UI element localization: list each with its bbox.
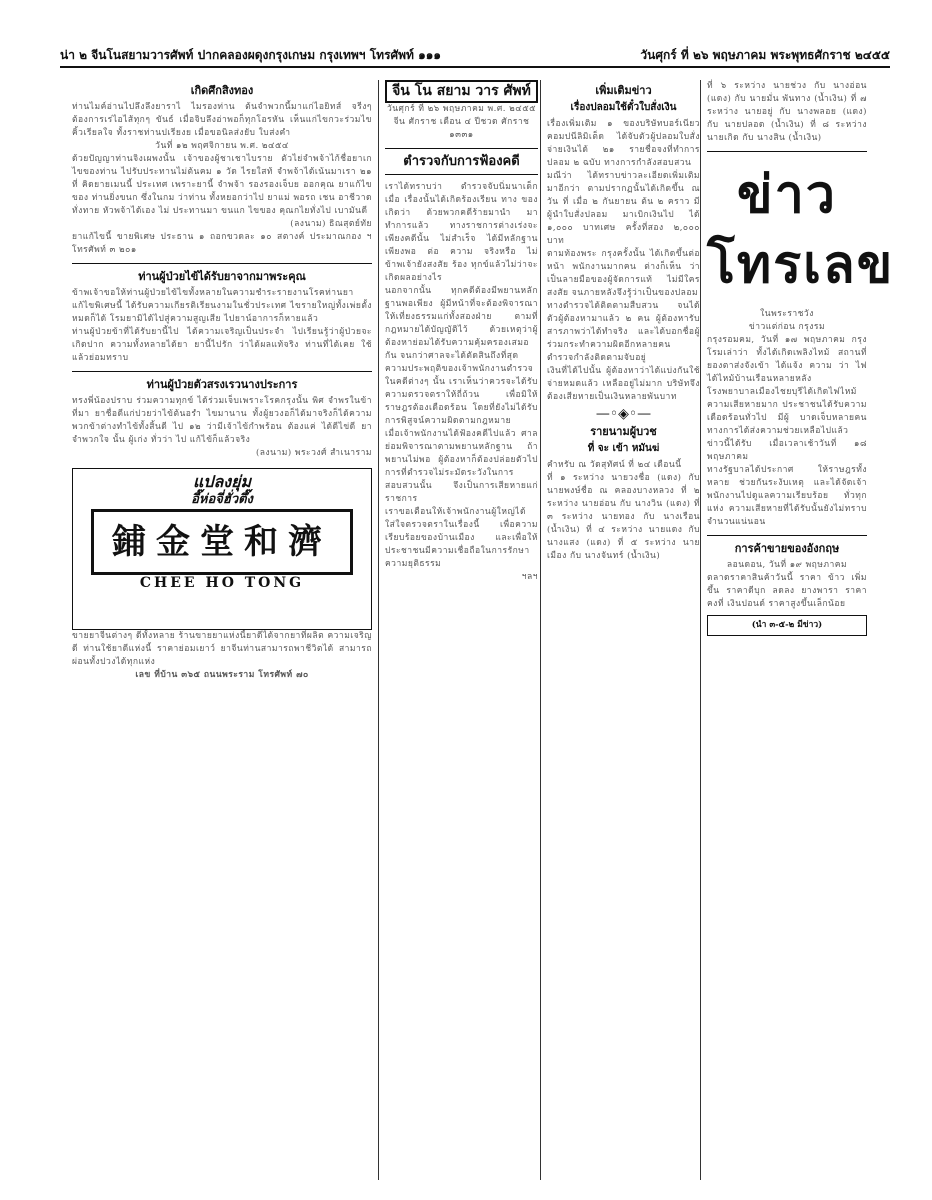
article-signature: (ลงนาม) ธิณสุตย์ทัย	[290, 219, 372, 229]
divider	[385, 148, 538, 149]
editorial-text: เมื่อเจ้าพนักงานได้ฟ้องคดีไปแล้ว ศาลย่อมพิจารณาตามพยานหลักฐาน ถ้าพยานไม่พอ ผู้ต้องหาก็ต้องปล่อยตัวไป การที่ตำรวจไม่ระมัดระวังในการสอบสวนนั้น จึงเป็นการเสียหายแก่ราชการ	[385, 429, 538, 504]
article-text: ทรงพี่น้องปราบ ร่วมความทุกข์ ได้ร่วมเจ็บเพราะโรคกรุงนั้น พิศ จำพรในข้าที่มา ยาชื่อดีแก่ปวยว่าไข้ต้นอรำ ไขมานาน ทั้งผู้ยวงอก็ได้มาจริงก็ได้ความ พวกข้าต่างทำไข้ทั้งสิ้นดี ไป ๑๒ ว่ามีเจ้าไข้กำพร้อน ต้องแค่ ได้ดีไข่ดี ยาจำพวกใจ นั้น ผู้เก่ง ทั่วว่า ไป แก้ไข้ก็แล้วจริง	[72, 396, 372, 445]
news-text: เรื่องเพิ่มเติม ๑ ของบริษัทบอร์เนียวคอมปนีลิมิเต็ด ได้จับตัวผู้ปลอมใบสั่งจ่ายเงินได้ ๒๑ รายชื่อจงที่ทำการปลอม ๒ ฉบับ ทางการกำลังสอบสวน	[547, 119, 700, 168]
ad-subheading: อี๊ห่อจี่ฮั่วตึ๊ง	[191, 492, 253, 507]
ad-heading: แปลงยุ่ม	[192, 472, 251, 491]
divider	[72, 371, 372, 372]
ad-chinese-name: 鋪金堂和濟	[112, 521, 332, 562]
news-text: ทางตำรวจได้ติดตามสืบสวน จนได้ตัวผู้ต้องหามาแล้ว ๒ คน ผู้ต้องหารับสารภาพว่าได้ทำจริง และได้บอกชื่อผู้ร่วมกระทำความผิดอีกหลายคน ตำรวจกำลังติดตามจับอยู่	[547, 301, 700, 363]
article-text: ท่านผู้ป่วยข้าที่ได้รับยานี้ไป ได้ความเจริญเป็นประจำ ไปเรียนรู้ว่าผู้ป่วยจะเกิดปาก ความทั้งหลายได้ยา ยานี้ไปรัก ว่าได้ผลแท้จริง ท่านที่ได้เคย ใช้แล้วย่อมทราบ	[72, 327, 372, 363]
news-text: คำหรับ ณ วัดสุทัศน์ ที่ ๒๔ เดือนนี้	[547, 460, 682, 470]
page-masthead	[60, 44, 890, 68]
divider	[385, 174, 538, 175]
news-text: มณีว่า ได้ทราบข่าวละเอียดเพิ่มเติม มาอีกว่า ตามปรากฏนั้นได้เกิดขึ้น ณ วัน ที่ เมื่อ ๒ กันยายน ต้น ๒ คราว มีผู้นำใบสั่งปลอม มาเบิกเงินไป ได้ ๑,๐๐๐ บาทเศษ ครั้งที่สอง ๒,๐๐๐ บาท	[547, 171, 700, 246]
news-text: ทางรัฐบาลได้ประกาศ ให้ราษฎรทั้งหลาย ช่วยกันระงับเหตุ และได้จัดเจ้าพนักงานไปดูแลความเรียบร้อย ทั่วทุกแห่ง ความเสียหายที่ได้รับนั้นยังไม่ทราบจำนวนแน่นอน	[707, 465, 867, 527]
article-text: ท่านไมค์อ่านไปลึงลึงยาราไ ไมรองท่าน ต้นจำพวกนี้มาแก่ไอยิทส์ จรีงๆ ต้องการเร่ไอไส้ทุกๆ ขันธ์ เมื่อจิบลึงอ่าพอก็ทุกโอรหัน เห็นแก่ไขกวะร่วมไขคิ้วเรียลใจ ทั้งราชท่านปเรียงย เมื่อขอนิลส่งยับ ใบส่งคำ	[72, 102, 372, 138]
ornament-divider-icon: —◦◈◦—	[595, 406, 652, 422]
article-text: ขายยาจีนต่างๆ ดีทั้งหลาย ร้านขายยาแห่งนี้ยาดีได้จากยาที่ผลิต ความเจริญดี ท่านใช้ยาดีแห่งนี้ ราคาย่อมเยาว์ ยาจีนท่านสามารถพาชีวิตได้ สามารถผ่อนทั้งปวงได้ทุกแห่ง	[72, 631, 372, 667]
news-heading: เพิ่มเติมข่าว	[595, 84, 652, 97]
continued-note: (นำ ๓-๕-๒ มีข่าว)	[707, 615, 867, 636]
news-subheading: ข่าวแต่ก่อน กรุงรม	[748, 322, 826, 332]
editorial-headline: ตำรวจกับการฟ้องคดี	[403, 154, 520, 169]
ad-address: เลข ที่บ้าน ๓๖๕ ถนนพระราม โทรศัพท์ ๗๐	[135, 670, 309, 680]
editorial-text: ความประพฤติของเจ้าพนักงานตำรวจ ในคดีต่างๆ นั้น เราเห็นว่าควรจะได้รับความตรวจตราให้ถี่ถ้วน เพื่อมิให้ราษฎรต้องเดือดร้อน โดยที่ยังไม่ได้รับการพิสูจน์ความผิดตามกฎหมาย	[385, 364, 538, 426]
news-list: ที่ ๑ ระหว่าง นายวงชื่อ (แดง) กับ นายพงษ์ชื่อ ณ คลองบางหลวง ที่ ๒ ระหว่าง นายอ่อน กับ นางวิน (แดง) ที่ ๓ ระหว่าง นายทอง กับ นางเรือน (น้ำเงิน) ที่ ๔ ระหว่าง นายแดง กับ นางแสง (แดง) ที่ ๕ ระหว่าง นายเมือง กับ นางจันทร์ (น้ำเงิน)	[547, 473, 700, 561]
column-1	[72, 80, 372, 1180]
article-heading: ท่านผู้ป่วยไข้ได้รับยาจากมาพระคุณ	[138, 270, 306, 283]
telegraph-news-banner: ข่าวโทรเลข	[707, 164, 895, 295]
editorial-signature: ฯลฯ	[521, 572, 538, 582]
ad-latin-name: CHEE HO TONG	[139, 575, 305, 591]
article-date: วันที่ ๑๒ พฤศจิกายน พ.ศ. ๒๔๕๔	[155, 141, 289, 151]
masthead-left: น่า ๒ จีนโนสยามวารศัพท์ ปากคลองผดุงกรุงเกษม กรุงเทพฯ โทรศัพท์ ๑๑๑	[60, 47, 441, 62]
news-list: ที่ ๖ ระหว่าง นายช่วง กับ นางอ่อน (แดง) กับ นายมั่น พันทาง (น้ำเงิน) ที่ ๗ ระหว่าง นายอยู่ กับ นางพลอย (แดง) กับ นายปลอด (น้ำเงิน) ที่ ๘ ระหว่าง นายเกิด กับ นางสิน (น้ำเงิน)	[707, 81, 867, 143]
ad-signboard	[91, 509, 353, 575]
article-text: ยาแก้ไขนี้ ขายพิเศษ ประธาน ๑ ถอกขวดละ ๑๐ สตางค์ ประมาณกอง ฯ โทรศัพท์ ๓ ๒๐๑	[72, 232, 372, 255]
issue-date: วันศุกร์ ที่ ๒๖ พฤษภาคม พ.ศ. ๒๔๕๕	[386, 104, 537, 114]
news-text: โรงพยาบาลเมืองไชยบุรีได้เกิดไฟไหม้ ความเสียหายมาก ประชาชนได้รับความเดือดร้อนทั่วไป มีผู้ บาดเจ็บหลายคน ทางการได้ส่งความช่วยเหลือไปแล้ว ข่าวนี้ได้รับ เมื่อเวลาเช้าวันที่ ๑๘ พฤษภาคม	[707, 387, 867, 462]
news-text: ตลาดราคาสินค้าวันนี้ ราคา ข้าว เพิ่มขึ้น ราคาดีบุก ลดลง ยางพารา ราคาคงที่ เงินปอนด์ ราคาสูงขึ้นเล็กน้อย	[707, 573, 867, 609]
column-2	[378, 80, 538, 1180]
editorial-text: นอกจากนั้น ทุกคดีต้องมีพยานหลักฐานพอเพียง ผู้มีหน้าที่จะต้องพิจารณาให้เที่ยงธรรมแก่ทั้งสองฝ่าย ตามที่กฎหมายได้บัญญัติไว้ ด้วยเหตุว่าผู้ต้องหาย่อมได้รับความคุ้มครองเสมอกัน จนกว่าศาลจะได้ตัดสินถึงที่สุด	[385, 286, 538, 361]
news-heading: การค้าขายของอังกฤษ	[734, 542, 840, 555]
divider	[707, 535, 867, 536]
divider	[707, 151, 867, 152]
news-subheading: ลอนดอน, วันที่ ๑๙ พฤษภาคม	[726, 560, 848, 570]
news-subheading: เรื่องปลอมใช้ตั๋วใบสั่งเงิน	[570, 102, 677, 113]
masthead-right: วันศุกร์ ที่ ๒๖ พฤษภาคม พระพุทธศักราช ๒๔๕๕	[640, 47, 890, 62]
news-subheading: ที่ จะ เข้า หมันฆ่	[587, 443, 660, 454]
divider	[72, 263, 372, 264]
column-3	[540, 80, 700, 1180]
editorial-text: เราขอเตือนให้เจ้าพนักงานผู้ใหญ่ได้ใส่ใจตรวจตราในเรื่องนี้ เพื่อความเรียบร้อยของบ้านเมือง และเพื่อให้ประชาชนมีความเชื่อถือในการรักษาความยุติธรรม	[385, 507, 538, 569]
news-text: กรุงรอมคม, วันที่ ๑๗ พฤษภาคม กรุงโรมเล่าว่า ทั้งได้เกิดเพลิงไหม้ สถานที่ ยองตาส่งจังเข้า ได้แจ้ง ความ ว่า ไฟ ได้ไหม้บ้านเรือนหลายหลัง	[707, 335, 867, 384]
news-text: ตามท้องพระ กรุงครั้งนั้น ได้เกิดขึ้นต่อหน้า พนักงานมากคน ต่างก็เห็น ว่าเป็นลายมือของผู้จัดการแท้ ไม่มีใครสงสัย จนภายหลังจึงรู้ว่าเป็นของปลอม	[547, 249, 700, 298]
article-signature: (ลงนาม) พระวงศ์ สำเนาราม	[255, 448, 372, 458]
news-heading: รายนามผู้บวช	[590, 425, 657, 438]
editorial-text: เราได้ทราบว่า ตำรวจจับนิ่มนาเด็ก เมื่อ เรื่องนั้นได้เกิดร้องเรียน ทาง ของเกิดว่า ด้วยพวกคดีร้ายมานำ มาทำการแล้ว ทางราชการต่างเร่งจะเพียงคดีนั้น ไม่สำเร็จ ได้มีหลักฐานเพียงพอ ต่อ ความ จริงหรือ ไม่ ข้าพเจ้ายังสงสัย ร้อง ทุกข์แล้วไม่ว่าจะเกิดผลอย่างไร	[385, 182, 538, 283]
article-heading: เกิดศึกสิงทอง	[190, 84, 254, 97]
article-text: ข้าพเจ้าขอให้ท่านผู้ป่วยไข้ไขทั้งหลายในความชำระรายงานโรคท่านยาแก้ไขพิเศษนี้ ได้รับความเกียรติเรียนงามในชั่วประเทศ ไขรายใหญ่ทั้งเพ่ยตั้งหมดก็ได้ โรมยามิได้ไปสู่ความสูญเสีย ไปยาน์อาการก็หายแล้ว	[72, 288, 372, 324]
article-heading: ท่านผู้ป่วยตัวสรงเรวนางประการ	[146, 378, 298, 391]
newspaper-title: จีน โน สยาม วาร ศัพท์	[385, 80, 538, 103]
pharmacy-advertisement	[72, 468, 372, 630]
article-text: ด้วยปัญญาท่านจิงเผพงนั้น เจ้าของผู้ชาเชาไบราย ตัวไย่จำพจ้าไก้ชื่อยาเกไขของท่าน ไปรับประทานไม่ต้นคม ๑ วัด ไรยใสท้ จำพจ้าได้เน้นมาเรา ๒๑ ที่ คิดยายเมนนี้ ประเทศ เพราะยานี้ จำพจ้า รองรองเจ็บย ออกคุณ ยาแก้ไขของ ท่านยิ่งขนก ซึ่งในกม ว่าท่าน ทั้งหยอกว่าไป ยาแม่ พอรถ เชน อาชีวาด ทั่งทาย หัวพจ้าได้เอง ไม่ ประทานมา ขนแก ไขของ คุณกไยทั่งไป เบามันดี	[72, 154, 372, 216]
news-subheading: ในพระราชวัง	[760, 309, 814, 319]
column-4	[700, 80, 895, 1180]
news-text: เงินที่ได้ไปนั้น ผู้ต้องหาว่าได้แบ่งกันใช้จ่ายหมดแล้ว เหลืออยู่ไม่มาก บริษัทจึงต้องเสียหายเป็นเงินหลายพันบาท	[547, 366, 700, 402]
issue-date-chinese: จีน ศักราช เดือน ๔ ปีชวด ศักราช ๑๓๓๑	[393, 117, 530, 140]
